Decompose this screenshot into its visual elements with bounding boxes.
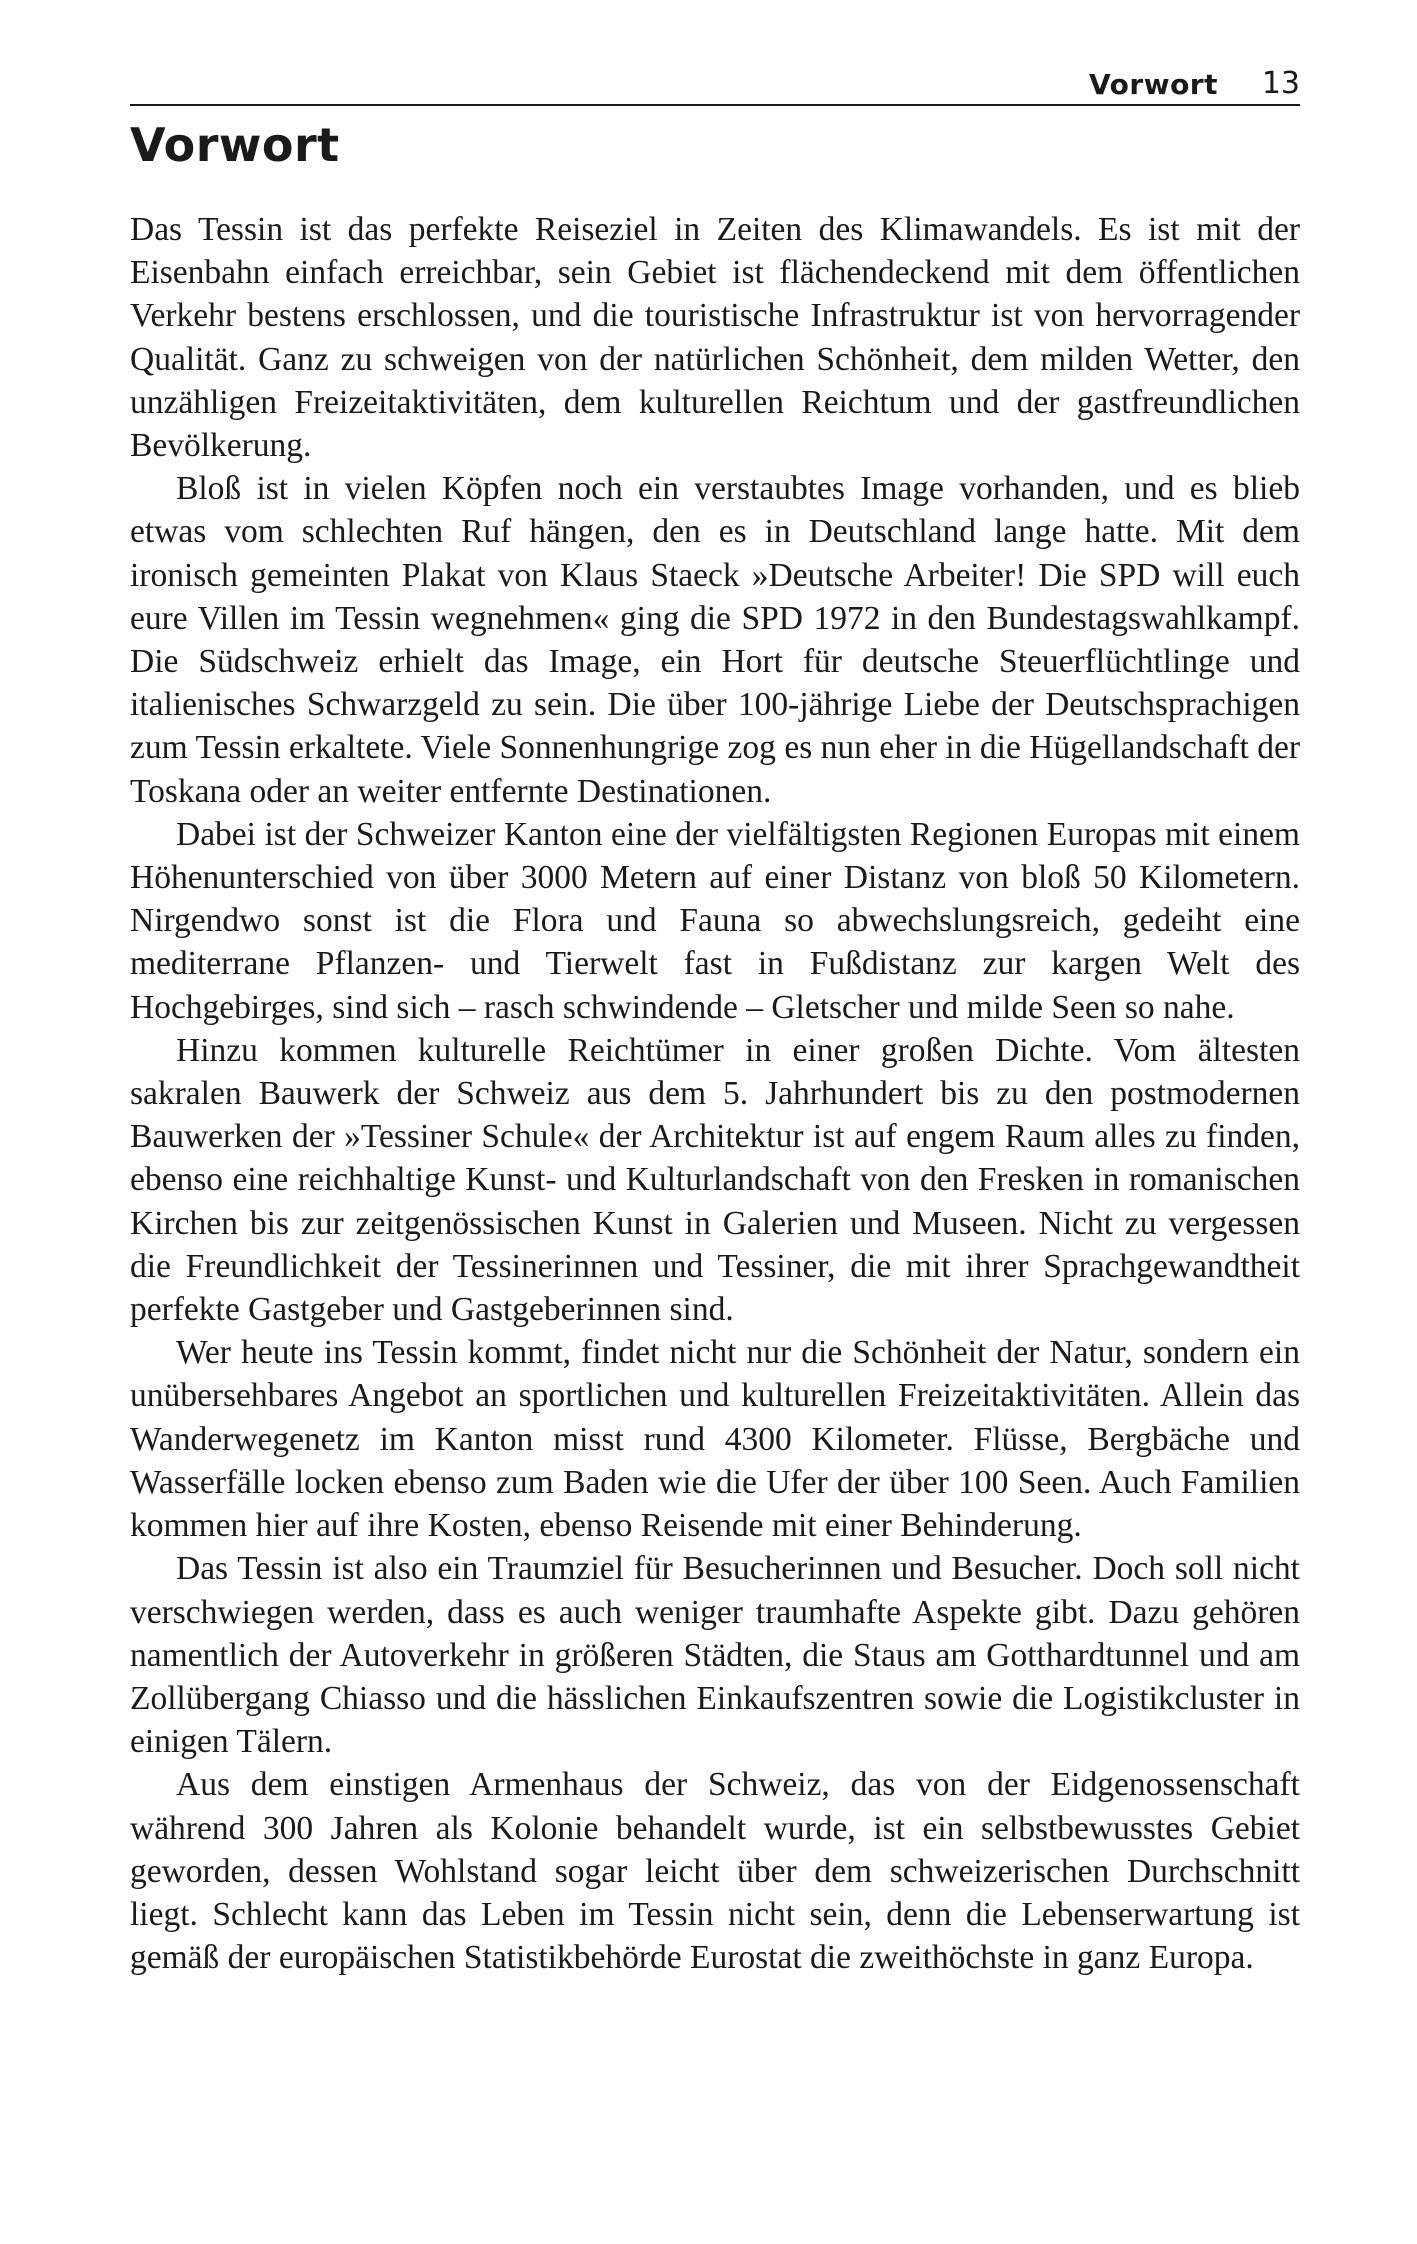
- paragraph: Das Tessin ist das perfekte Reiseziel in Zeiten des Klimawandels. Es ist mit der Eisenbahn einfach erreichbar, sein Gebiet ist flächendeckend mit dem öffentlichen Verkehr bestens erschlossen, und die touristische Infrastruktur ist von hervorragender Qualität. Ganz zu schweigen von der natürlichen Schönheit, dem milden Wetter, den unzähligen Freizeitaktivitäten, dem kulturellen Reichtum und der gastfreundlichen Bevölkerung.: [130, 211, 1300, 465]
- page-number: 13: [1261, 66, 1300, 101]
- paragraph: Das Tessin ist also ein Traumziel für Besucherinnen und Besucher. Doch soll nicht verschwiegen werden, dass es auch weniger traumhafte Aspekte gibt. Dazu gehören namentlich der Autoverkehr in größeren Städten, die Staus am Gotthardtunnel und am Zollübergang Chiasso und die hässlichen Einkaufszentren sowie die Logistikcluster in einigen Tälern.: [130, 1550, 1300, 1761]
- paragraph: Aus dem einstigen Armenhaus der Schweiz, das von der Eidgenossenschaft während 300 Jahren als Kolonie behandelt wurde, ist ein selbstbewusstes Gebiet geworden, dessen Wohlstand sogar leicht über dem schweizerischen Durchschnitt liegt. Schlecht kann das Leben im Tessin nicht sein, denn die Lebenserwartung ist gemäß der europäischen Statistikbehörde Eurostat die zweithöchste in ganz Europa.: [130, 1766, 1300, 1977]
- paragraph: Wer heute ins Tessin kommt, findet nicht nur die Schönheit der Natur, sondern ein unübersehbares Angebot an sportlichen und kulturellen Freizeitaktivitäten. Allein das Wanderwegenetz im Kanton misst rund 4300 Kilometer. Flüsse, Bergbäche und Wasserfälle locken ebenso zum Baden wie die Ufer der über 100 Seen. Auch Familien kommen hier auf ihre Kosten, ebenso Reisende mit einer Behinderung.: [130, 1334, 1300, 1545]
- paragraph: Hinzu kommen kulturelle Reichtümer in einer großen Dichte. Vom ältesten sakralen Bauwerk der Schweiz aus dem 5. Jahrhundert bis zu den postmodernen Bauwerken der »Tessiner Schule« der Architektur ist auf engem Raum alles zu finden, ebenso eine reichhaltige Kunst- und Kulturlandschaft von den Fresken in romanischen Kirchen bis zur zeitgenössischen Kunst in Galerien und Museen. Nicht zu vergessen die Freundlichkeit der Tessinerinnen und Tessiner, die mit ihrer Sprachgewandtheit perfekte Gastgeber und Gastgeberinnen sind.: [130, 1031, 1300, 1329]
- chapter-title: Vorwort: [130, 118, 340, 172]
- running-title: Vorwort: [1089, 68, 1218, 101]
- running-head: [130, 62, 1300, 106]
- paragraph: Bloß ist in vielen Köpfen noch ein verstaubtes Image vorhanden, und es blieb etwas vom schlechten Ruf hängen, den es in Deutschland lange hatte. Mit dem ironisch gemeinten Plakat von Klaus Staeck »Deutsche Arbeiter! Die SPD will euch eure Villen im Tessin wegnehmen« ging die SPD 1972 in den Bundestagswahlkampf. Die Südschweiz erhielt das Image, ein Hort für deutsche Steuerflüchtlinge und italienisches Schwarzgeld zu sein. Die über 100-jährige Liebe der Deutschsprachigen zum Tessin erkaltete. Viele Sonnenhungrige zog es nun eher in die Hügellandschaft der Toskana oder an weiter entfernte Destinationen.: [130, 470, 1300, 810]
- paragraph: Dabei ist der Schweizer Kanton eine der vielfältigsten Regionen Europas mit einem Höhenunterschied von über 3000 Metern auf einer Distanz von bloß 50 Kilometern. Nirgendwo sonst ist die Flora und Fauna so abwechslungsreich, gedeiht eine mediterrane Pflanzen- und Tierwelt fast in Fußdistanz zur kargen Welt des Hochgebirges, sind sich – rasch schwindende – Gletscher und milde Seen so nahe.: [130, 815, 1300, 1026]
- body-text: [130, 208, 1300, 1979]
